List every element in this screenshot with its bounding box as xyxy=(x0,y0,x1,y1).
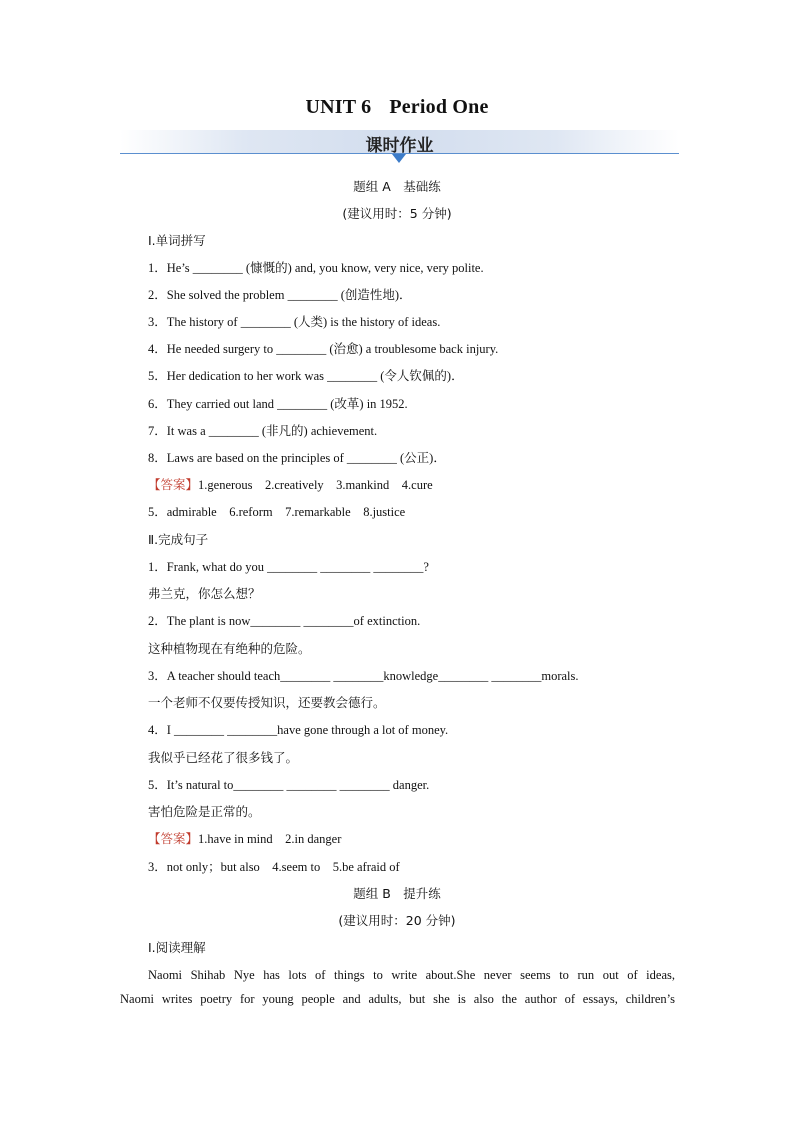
spelling-item-2: 2．She solved the problem ________ (创造性地)． xyxy=(148,288,412,302)
spelling-item-4: 4．He needed surgery to ________ (治愈) a troublesome back injury. xyxy=(148,342,499,356)
spelling-item-8: 8．Laws are based on the principles of ________ (公正)． xyxy=(148,451,446,465)
homework-banner xyxy=(120,130,679,156)
answer-line-2: 3．not only；but also 4.seem to 5.be afraid of xyxy=(148,860,400,874)
sentence-translation-3: 一个老师不仅要传授知识，还要教会德行。 xyxy=(148,695,386,710)
reading-paragraph-line-2: Naomi writes poetry for young people and adults, but she is also the author of essays, children’s xyxy=(120,992,675,1006)
spelling-item-6: 6．They carried out land ________ (改革) in 1952. xyxy=(148,397,408,411)
page-title xyxy=(0,96,794,119)
answer-text: 1.generous 2.creatively 3.mankind 4.cure xyxy=(198,478,433,492)
sentence-translation-5: 害怕危险是正常的。 xyxy=(148,804,261,819)
section-1-heading: Ⅰ.单词拼写 xyxy=(148,233,206,248)
sentence-translation-4: 我似乎已经花了很多钱了。 xyxy=(148,750,299,765)
reading-heading: Ⅰ.阅读理解 xyxy=(148,940,206,955)
group-b-title: 题组 B 提升练 xyxy=(353,886,441,901)
sentence-item-1: 1．Frank, what do you ________ ________ ________? xyxy=(148,560,429,574)
answer-block-1 xyxy=(148,477,433,493)
answer-tag: 【答案】 xyxy=(148,831,199,846)
sentence-item-3: 3．A teacher should teach________ ________knowledge________ ________morals. xyxy=(148,669,579,683)
group-a-time: (建议用时：5 分钟) xyxy=(342,206,452,221)
sentence-translation-1: 弗兰克，你怎么想？ xyxy=(148,586,261,601)
spelling-item-3: 3．The history of ________ (人类) is the history of ideas. xyxy=(148,315,441,329)
spelling-item-7: 7．It was a ________ (非凡的) achievement. xyxy=(148,424,378,438)
spelling-item-1: 1．He’s ________ (慷慨的) and, you know, very nice, very polite. xyxy=(148,261,484,275)
section-2-heading: Ⅱ.完成句子 xyxy=(148,532,209,547)
unit-label: UNIT 6 xyxy=(305,96,372,118)
period-label: Period One xyxy=(389,96,489,118)
sentence-translation-2: 这种植物现在有绝种的危险。 xyxy=(148,641,311,656)
answer-line-2: 5．admirable 6.reform 7.remarkable 8.justice xyxy=(148,505,406,519)
reading-paragraph-line-1: Naomi Shihab Nye has lots of things to write about.She never seems to run out of ideas, xyxy=(148,968,675,982)
answer-text: 1.have in mind 2.in danger xyxy=(198,832,342,846)
sentence-item-2: 2．The plant is now________ ________of extinction. xyxy=(148,614,421,628)
banner-title: 课时作业 xyxy=(365,136,434,156)
triangle-down-icon xyxy=(392,154,406,163)
sentence-item-4: 4．I ________ ________have gone through a lot of money. xyxy=(148,723,449,737)
group-a-title: 题组 A 基础练 xyxy=(353,179,441,194)
spelling-item-5: 5．Her dedication to her work was ________ (令人钦佩的)． xyxy=(148,369,464,383)
group-b-time: (建议用时：20 分钟) xyxy=(338,913,456,928)
sentence-item-5: 5．It’s natural to________ ________ ________ danger. xyxy=(148,778,430,792)
answer-tag: 【答案】 xyxy=(148,477,199,492)
answer-block-2 xyxy=(148,831,341,847)
